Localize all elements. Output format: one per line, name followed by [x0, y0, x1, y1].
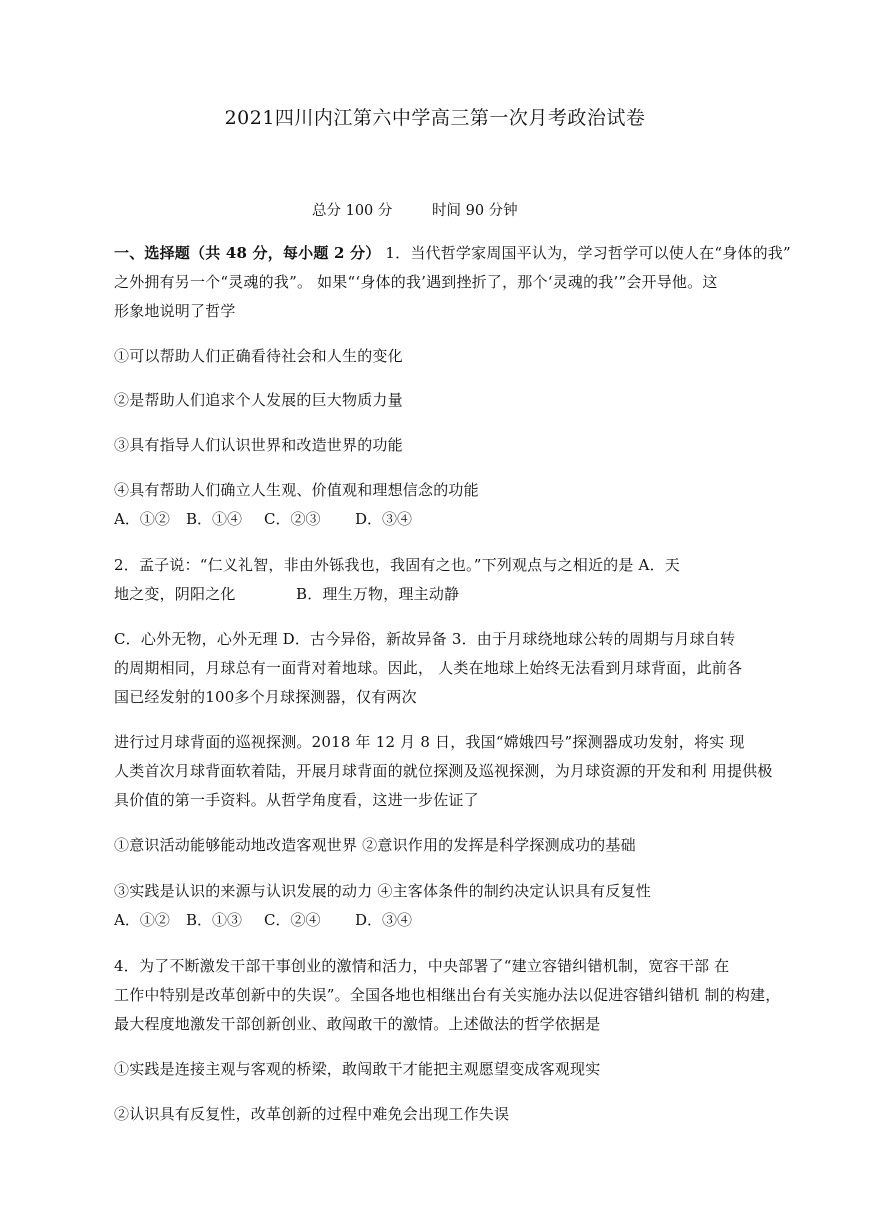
question-1-stem-line: 之外拥有另一个“灵魂的我”。 如果“‘身体的我’遇到挫折了，那个‘灵魂的我’”会开导他。这 [114, 273, 718, 291]
question-3-line: 进行过月球背面的巡视探测。2018 年 12 月 8 日，我国“嫦娥四号”探测器成功发射，将实 现 [114, 733, 745, 751]
question-3-option: D．③④ [355, 911, 413, 929]
exam-title: 2021四川内江第六中学高三第一次月考政治试卷 [224, 107, 646, 129]
question-3-option: C．②④ [264, 911, 321, 929]
question-1-first-line [114, 243, 791, 263]
question-1-stem-line: 形象地说明了哲学 [114, 302, 236, 320]
question-2-line: B．理生万物，理主动静 [296, 585, 460, 603]
question-4-line: 工作中特别是改革创新中的失误”。全国各地也相继出台有关实施办法以促进容错纠错机 制的构建， [114, 986, 781, 1004]
question-1-item: ①可以帮助人们正确看待社会和人生的变化 [114, 347, 403, 365]
exam-time: 时间 90 分钟 [432, 203, 518, 219]
question-4-line: 最大程度地激发干部创新创业、敢闯敢干的激情。上述做法的哲学依据是 [114, 1015, 601, 1033]
question-2-line: 地之变，阴阳之化 [114, 585, 236, 603]
question-1-option: D．③④ [355, 510, 413, 528]
question-1-item: ④具有帮助人们确立人生观、价值观和理想信念的功能 [114, 481, 479, 499]
question-3-items: ①意识活动能够能动地改造客观世界 ②意识作用的发挥是科学探测成功的基础 [114, 836, 636, 854]
question-3-line: 人类首次月球背面软着陆，开展月球背面的就位探测及巡视探测，为月球资源的开发和利 用提供极 [114, 762, 773, 780]
question-1-item: ③具有指导人们认识世界和改造世界的功能 [114, 436, 403, 454]
question-1-item: ②是帮助人们追求个人发展的巨大物质力量 [114, 391, 403, 409]
question-1-option: A．①② [114, 510, 170, 528]
question-1-option: B．①④ [186, 510, 243, 528]
question-3-line: 具价值的第一手资料。从哲学角度看，这进一步佐证了 [114, 791, 479, 809]
question-2-line: C．心外无物，心外无理 D．古今异俗，新故异备 3．由于月球绕地球公转的周期与月球自转 [114, 630, 736, 648]
question-2-line: 2．孟子说：“仁义礼智，非由外铄我也，我固有之也。”下列观点与之相近的是 A．天 [114, 556, 680, 574]
section-heading: 一、选择题（共 48 分，每小题 2 分） [114, 244, 381, 262]
question-1-stem: 1．当代哲学家周国平认为，学习哲学可以使人在“身体的我” [380, 244, 791, 262]
question-3-option: A．①② [114, 911, 170, 929]
total-score: 总分 100 分 [312, 203, 393, 219]
question-3-line: 国已经发射的100多个月球探测器，仅有两次 [114, 688, 417, 706]
question-1-option: C．②③ [264, 510, 321, 528]
question-4-item: ①实践是连接主观与客观的桥梁，敢闯敢干才能把主观愿望变成客观现实 [114, 1060, 601, 1078]
question-3-option: B．①③ [186, 911, 243, 929]
question-4-line: 4．为了不断激发干部干事创业的激情和活力，中央部署了“建立容错纠错机制，宽容干部 在 [114, 957, 730, 975]
question-3-items: ③实践是认识的来源与认识发展的动力 ④主客体条件的制约决定认识具有反复性 [114, 882, 651, 900]
question-4-item: ②认识具有反复性，改革创新的过程中难免会出现工作失误 [114, 1105, 510, 1123]
question-3-line: 的周期相同，月球总有一面背对着地球。因此， 人类在地球上始终无法看到月球背面，此前各 [114, 659, 743, 677]
